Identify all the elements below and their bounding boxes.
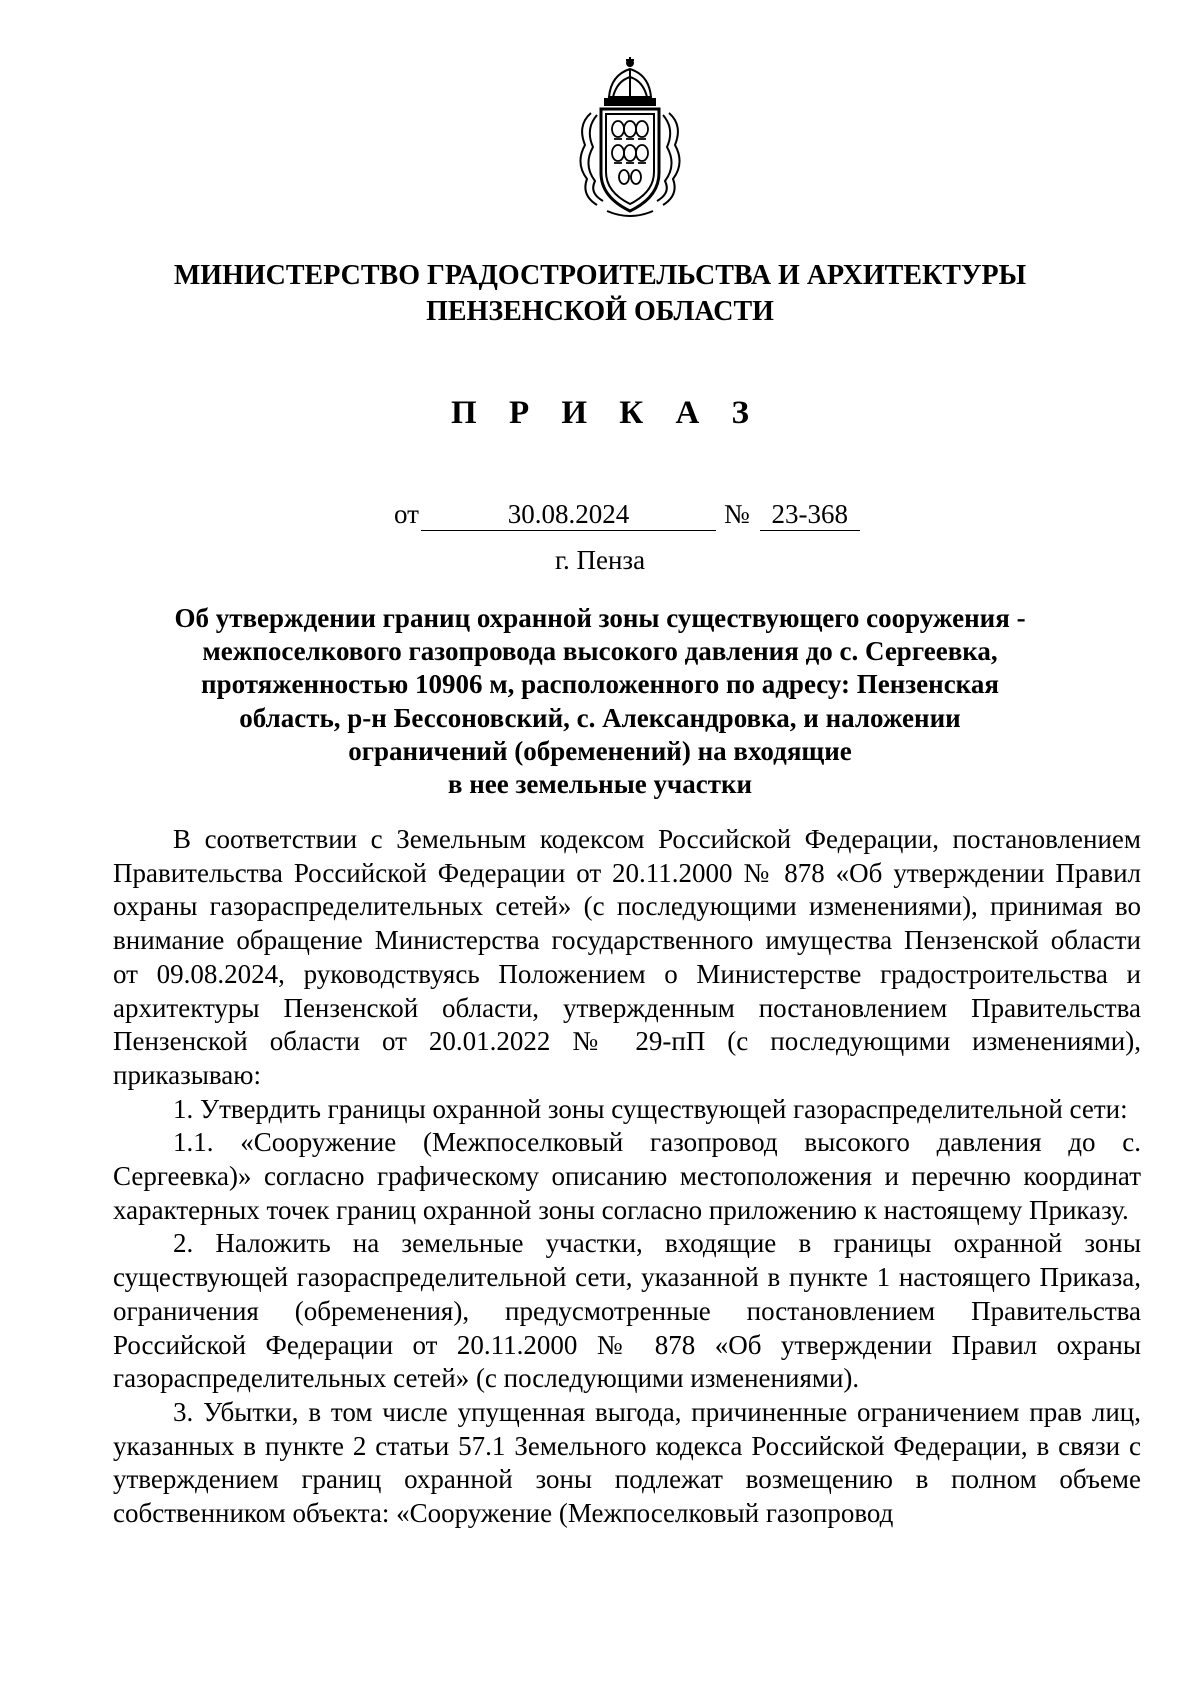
order-title: П Р И К А З [451,395,761,431]
coat-of-arms-penza-icon [571,55,689,220]
ministry-name [0,258,1200,330]
body-paragraph-preamble: В соответствии с Земельным кодексом Российской Федерации, постановлением Правительства Российской Федерации от 20.11.2000 № 878 «Об утверждении Правил охраны газораспределительных сетей» (с последующими изменениями), принимая во внимание обращение Министерства государственного имущества Пензенской области от 09.08.2024, руководствуясь Положением о Министерстве градостроительства и архитектуры Пензенской области, утвержденным постановлением Правительства Пензенской области от 20.01.2022 № 29-пП (с последующими изменениями), приказываю: [113,824,1141,1090]
subject-line: Об утверждении границ охранной зоны существующего сооружения - [174,603,1026,633]
body-paragraph-item-1: 1. Утвердить границы охранной зоны существующей газораспределительной сети: [173,1093,1128,1124]
body-paragraph-item-2: 2. Наложить на земельные участки, входящие в границы охранной зоны существующей газораспределительной сети, указанной в пункте 1 настоящего Приказа, ограничения (обременения), предусмотренные постановлением Правительства Российской Федерации от 20.11.2000 № 878 «Об утверждении Правил охраны газораспределительных сетей» (с последующими изменениями). [113,1228,1141,1394]
order-city: г. Пенза [554,545,646,575]
ministry-name-line1: МИНИСТЕРСТВО ГРАДОСТРОИТЕЛЬСТВА И АРХИТЕКТУРЫ [173,260,1027,291]
order-subject [140,602,1060,801]
subject-line: межпоселкового газопровода высокого давления до с. Сергеевка, [202,636,998,667]
order-number: 23-368 [760,498,860,531]
subject-line: протяженностью 10906 м, расположенного по адресу: Пензенская [201,669,999,700]
number-label: № [723,499,750,529]
ministry-name-line2: ПЕНЗЕНСКОЙ ОБЛАСТИ [426,296,774,327]
subject-line: ограничений (обременений) на входящие [348,735,852,766]
order-date-number-row [394,497,860,531]
body-paragraph-item-1-1: 1.1. «Сооружение (Межпоселковый газопровод высокого давления до с. Сергеевка)» согласно графическому описанию местоположения и перечню координат характерных точек границ охранной зоны согласно приложению к настоящему Приказу. [113,1127,1141,1225]
body-paragraph-item-3: 3. Убытки, в том числе упущенная выгода, причиненные ограничением прав лиц, указанных в пункте 2 статьи 57.1 Земельного кодекса Российской Федерации, в связи с утверждением границ охранной зоны подлежат возмещению в полном объеме собственником объекта: «Сооружение (Межпоселковый газопровод [113,1396,1141,1529]
date-label: от [394,499,419,529]
order-date: 30.08.2024 [421,498,716,531]
subject-line: в нее земельные участки [447,769,753,800]
order-body [113,823,1141,1531]
subject-line: область, р-н Бессоновский, с. Александровка, и наложении [239,702,961,733]
